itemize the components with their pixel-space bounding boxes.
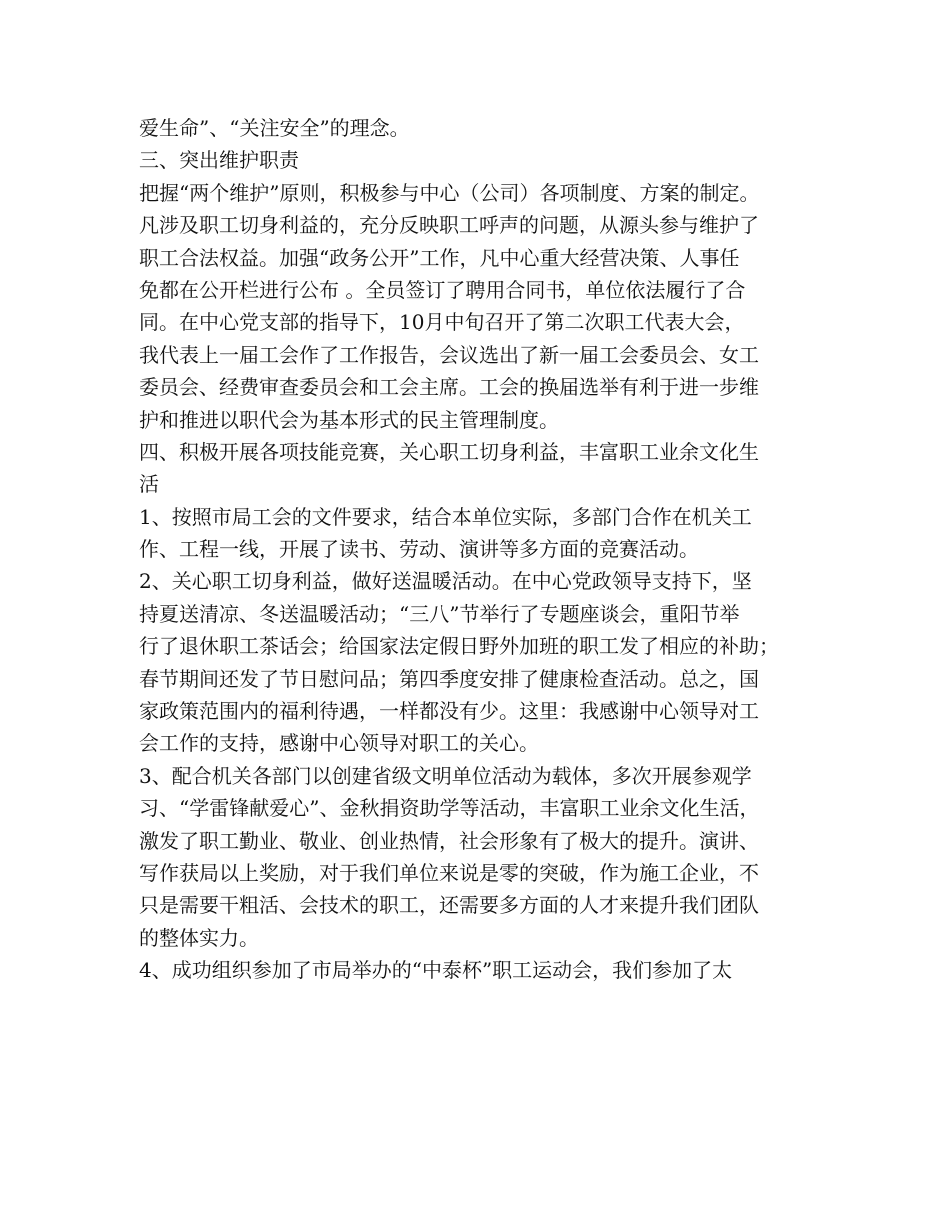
text-line: 会工作的支持，感谢中心领导对职工的关心。: [139, 731, 539, 756]
text-line: 写作获局以上奖励，对于我们单位来说是零的突破，作为施工企业，不: [139, 860, 759, 885]
text-line: 持夏送清凉、冬送温暖活动；“三八”节举行了专题座谈会，重阳节举: [139, 601, 740, 626]
text-line: 4、成功组织参加了市局举办的“中泰杯”职工运动会，我们参加了太: [139, 958, 733, 983]
text-line: 把握“两个维护”原则，积极参与中心（公司）各项制度、方案的制定。: [139, 180, 760, 205]
text-line: 的整体实力。: [139, 925, 259, 950]
text-line: 只是需要干粗活、会技术的职工，还需要多方面的人才来提升我们团队: [139, 893, 759, 918]
section-heading: 四、积极开展各项技能竞赛，关心职工切身利益，丰富职工业余文化生: [139, 439, 759, 464]
text-line: 春节期间还发了节日慰问品；第四季度安排了健康检查活动。总之，国: [139, 666, 759, 691]
text-line: 2、关心职工切身利益，做好送温暖活动。在中心党政领导支持下，坚: [139, 569, 752, 594]
text-line: 同。在中心党支部的指导下，10月中旬召开了第二次职工代表大会，: [139, 310, 745, 335]
text-line: 作、工程一线，开展了读书、劳动、演讲等多方面的竞赛活动。: [139, 537, 699, 562]
text-line: 家政策范围内的福利待遇，一样都没有少。这里：我感谢中心领导对工: [139, 699, 759, 724]
text-line: 爱生命”、“关注安全”的理念。: [139, 116, 410, 140]
text-line: 1、按照市局工会的文件要求，结合本单位实际，多部门合作在机关工: [139, 504, 752, 529]
text-line: 凡涉及职工切身利益的，充分反映职工呼声的问题，从源头参与维护了: [139, 213, 759, 238]
text-line: 免都在公开栏进行公布 。全员签订了聘用合同书，单位依法履行了合: [139, 277, 746, 302]
text-line: 行了退休职工茶话会；给国家法定假日野外加班的职工发了相应的补助；: [139, 634, 779, 659]
text-line: 我代表上一届工会作了工作报告，会议选出了新一届工会委员会、女工: [139, 342, 759, 367]
text-line: 职工合法权益。加强“政务公开”工作，凡中心重大经营决策、人事任: [139, 245, 740, 270]
section-heading: 活: [139, 472, 159, 497]
body-text: [139, 112, 829, 987]
text-line: 3、配合机关各部门以创建省级文明单位活动为载体，多次开展参观学: [139, 763, 752, 788]
text-line: 护和推进以职代会为基本形式的民主管理制度。: [139, 407, 559, 432]
text-line: 委员会、经费审查委员会和工会主席。工会的换届选举有利于进一步维: [139, 375, 759, 400]
text-line: 习、“学雷锋献爱心”、金秋捐资助学等活动，丰富职工业余文化生活，: [139, 796, 760, 821]
text-line: 激发了职工勤业、敬业、创业热情，社会形象有了极大的提升。演讲、: [139, 828, 759, 853]
section-heading: 三、突出维护职责: [139, 148, 299, 173]
